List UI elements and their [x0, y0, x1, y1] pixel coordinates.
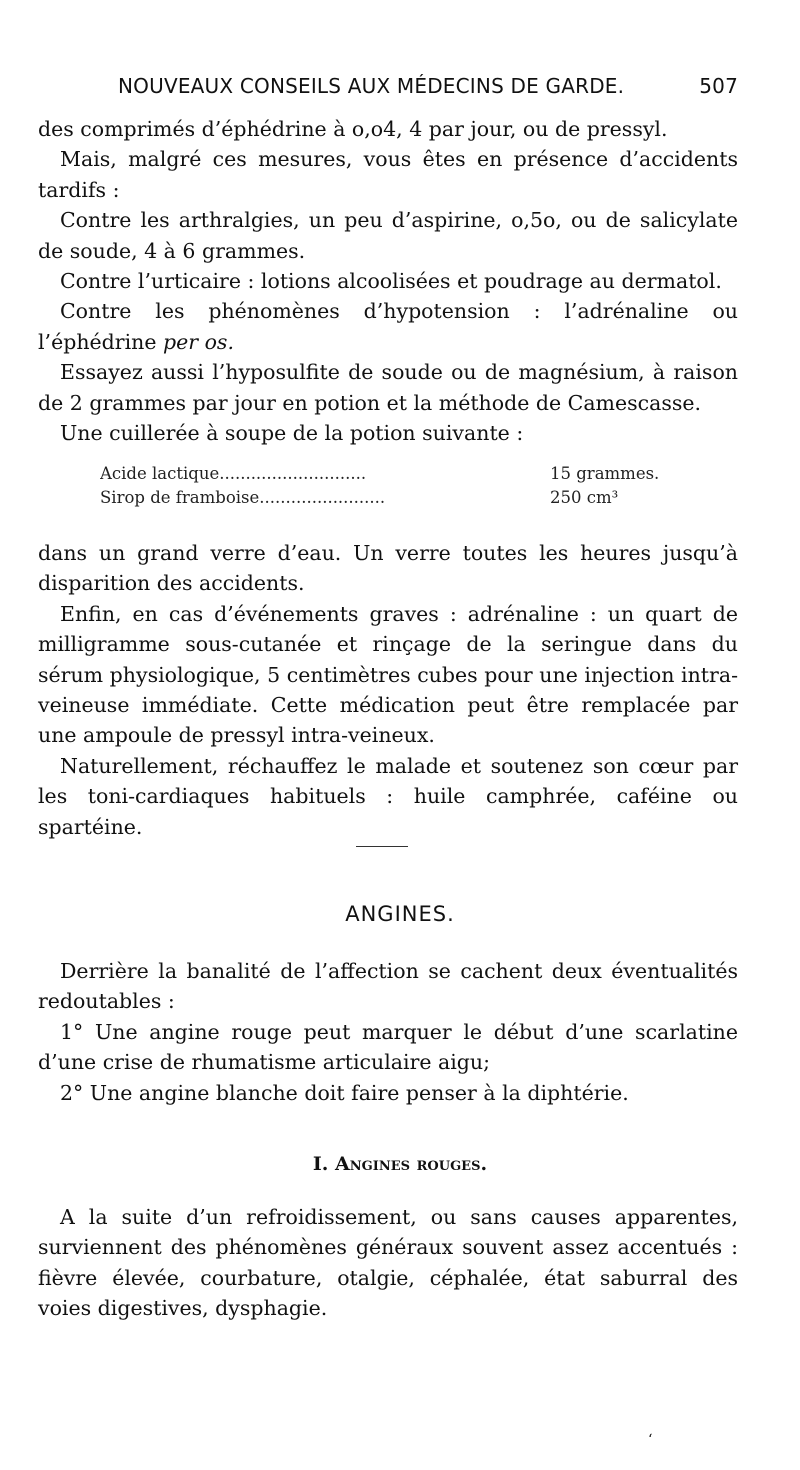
paragraph: Contre les arthralgies, un peu d’aspirine, o,5o, ou de salicylate de soude, 4 à 6 grammes. [38, 208, 738, 263]
paragraph-continuation: dans un grand verre d’eau. Un verre toutes les heures jusqu’à disparition des accidents. [38, 541, 738, 596]
prescription-table [100, 462, 680, 510]
paragraph: Contre l’urticaire : lotions alcoolisées et poudrage au dermatol. [60, 269, 722, 294]
running-title: NOUVEAUX CONSEILS AUX MÉDECINS DE GARDE. [118, 74, 625, 98]
prescription-row [100, 462, 680, 486]
section-text-block [38, 956, 738, 1108]
printer-mark: ‘ [648, 1432, 653, 1448]
page-number: 507 [699, 74, 738, 98]
paragraph: Derrière la banalité de l’affection se cachent deux éventualités redoutables : [38, 959, 738, 1014]
ingredient-dose: 15 grammes. [550, 464, 660, 483]
ingredient-name: Sirop de framboise........................ [100, 488, 386, 507]
ingredient-dose: 250 cm³ [550, 488, 619, 507]
paragraph: Naturellement, réchauffez le malade et soutenez son cœur par les toni-cardiaques habituels : huile camphrée, caféine ou spartéine. [38, 753, 738, 839]
paragraph: Mais, malgré ces mesures, vous êtes en présence d’accidents tardifs : [38, 147, 738, 202]
paragraph [38, 296, 738, 357]
top-text-block [38, 114, 738, 448]
subsection-title: Angines rouges. [335, 1153, 488, 1175]
running-header [118, 74, 738, 98]
paragraph-continuation: des comprimés d’éphédrine à o,o4, 4 par jour, ou de pressyl. [38, 117, 668, 141]
section-divider [356, 846, 408, 847]
paragraph: Une cuillerée à soupe de la potion suivante : [60, 421, 524, 446]
ingredient-name: Acide lactique............................ [100, 464, 367, 483]
paragraph: 1° Une angine rouge peut marquer le début d’une scarlatine d’une crise de rhumatisme articulaire aigu; [38, 1019, 738, 1075]
prescription-row [100, 486, 680, 510]
section-heading: ANGINES. [345, 902, 455, 926]
subsection-text-block [38, 1202, 738, 1324]
paragraph: Essayez aussi l’hyposulfite de soude ou de magnésium, à raison de 2 grammes par jour en potion et la méthode de Camescasse. [38, 360, 738, 415]
middle-text-block [38, 538, 738, 842]
paragraph: 2° Une angine blanche doit faire penser à la diphtérie. [60, 1080, 629, 1105]
paragraph-text: Contre les phénomènes d’hypotension : l’adrénaline ou l’éphédrine [38, 299, 738, 354]
paragraph: Enfin, en cas d’événements graves : adrénaline : un quart de milligramme sous-cutanée et rinçage de la seringue dans du sérum physiologique, 5 centimètres cubes pour une injection intra-veineuse immédiate. Cette médication peut être remplacée par une ampoule de pressyl intra-veineux. [38, 601, 738, 748]
italic-text: per os. [163, 329, 234, 354]
subsection-heading [0, 1153, 800, 1175]
subsection-number: I. [312, 1153, 329, 1175]
paragraph: A la suite d’un refroidissement, ou sans causes apparentes, surviennent des phénomènes généraux souvent assez accentués : fièvre élevée, courbature, otalgie, céphalée, état saburral des voies digestives, dysphagie. [38, 1205, 738, 1321]
